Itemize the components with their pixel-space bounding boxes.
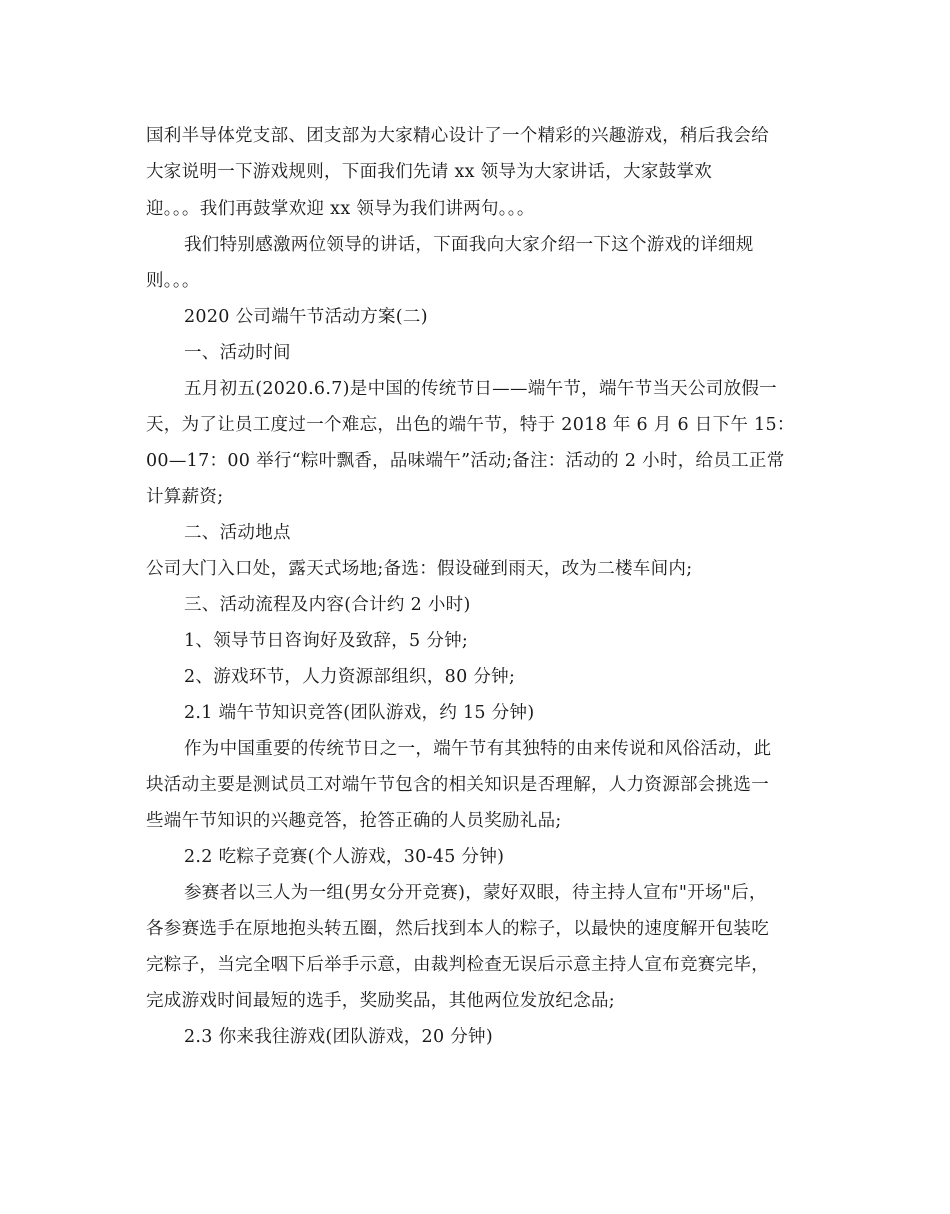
text-line: 天，为了让员工度过一个难忘，出色的端午节，特于 2018 年 6 月 6 日下午 15： (146, 415, 795, 435)
text-line: 块活动主要是测试员工对端午节包含的相关知识是否理解，人力资源部会挑选一 (146, 775, 769, 795)
subsection-heading: 2.3 你来我往游戏(团队游戏，20 分钟) (184, 1027, 493, 1047)
text-line: 五月初五(2020.6.7)是中国的传统节日——端午节，端午节当天公司放假一 (184, 379, 777, 399)
text-line: 大家说明一下游戏规则，下面我们先请 xx 领导为大家讲话，大家鼓掌欢 (146, 162, 713, 182)
section-title: 2020 公司端午节活动方案(二) (184, 307, 428, 327)
section-heading: 一、活动时间 (184, 343, 291, 363)
text-line: 则。。。 (146, 271, 200, 291)
list-item: 2、游戏环节，人力资源部组织，80 分钟; (184, 667, 516, 687)
section-heading: 二、活动地点 (184, 523, 291, 543)
text-line: 计算薪资; (146, 487, 224, 507)
section-heading: 三、活动流程及内容(合计约 2 小时) (184, 595, 471, 615)
text-line: 完粽子，当完全咽下后举手示意，由裁判检查无误后示意主持人宣布竞赛完毕， (146, 955, 769, 975)
text-line: 我们特别感激两位领导的讲话，下面我向大家介绍一下这个游戏的详细规 (184, 235, 754, 255)
text-line: 国利半导体党支部、团支部为大家精心设计了一个精彩的兴趣游戏，稍后我会给 (146, 126, 769, 146)
list-item: 1、领导节日咨询好及致辞，5 分钟; (184, 631, 469, 651)
subsection-heading: 2.2 吃粽子竞赛(个人游戏，30-45 分钟) (184, 847, 505, 867)
text-line: 00—17：00 举行“粽叶飘香，品味端午”活动;备注：活动的 2 小时，给员工正常 (146, 451, 785, 471)
text-line: 参赛者以三人为一组(男女分开竞赛)，蒙好双眼，待主持人宣布"开场"后， (184, 883, 767, 903)
text-line: 各参赛选手在原地抱头转五圈，然后找到本人的粽子，以最快的速度解开包装吃 (146, 919, 769, 939)
text-line: 作为中国重要的传统节日之一，端午节有其独特的由来传说和风俗活动，此 (184, 739, 772, 759)
text-line: 公司大门入口处，露天式场地;备选：假设碰到雨天，改为二楼车间内; (146, 559, 693, 579)
text-line: 些端午节知识的兴趣竞答，抢答正确的人员奖励礼品; (146, 811, 562, 831)
text-line: 迎。。。我们再鼓掌欢迎 xx 领导为我们讲两句。。。 (146, 199, 535, 219)
subsection-heading: 2.1 端午节知识竞答(团队游戏，约 15 分钟) (184, 703, 535, 723)
text-line: 完成游戏时间最短的选手，奖励奖品，其他两位发放纪念品; (146, 991, 615, 1011)
